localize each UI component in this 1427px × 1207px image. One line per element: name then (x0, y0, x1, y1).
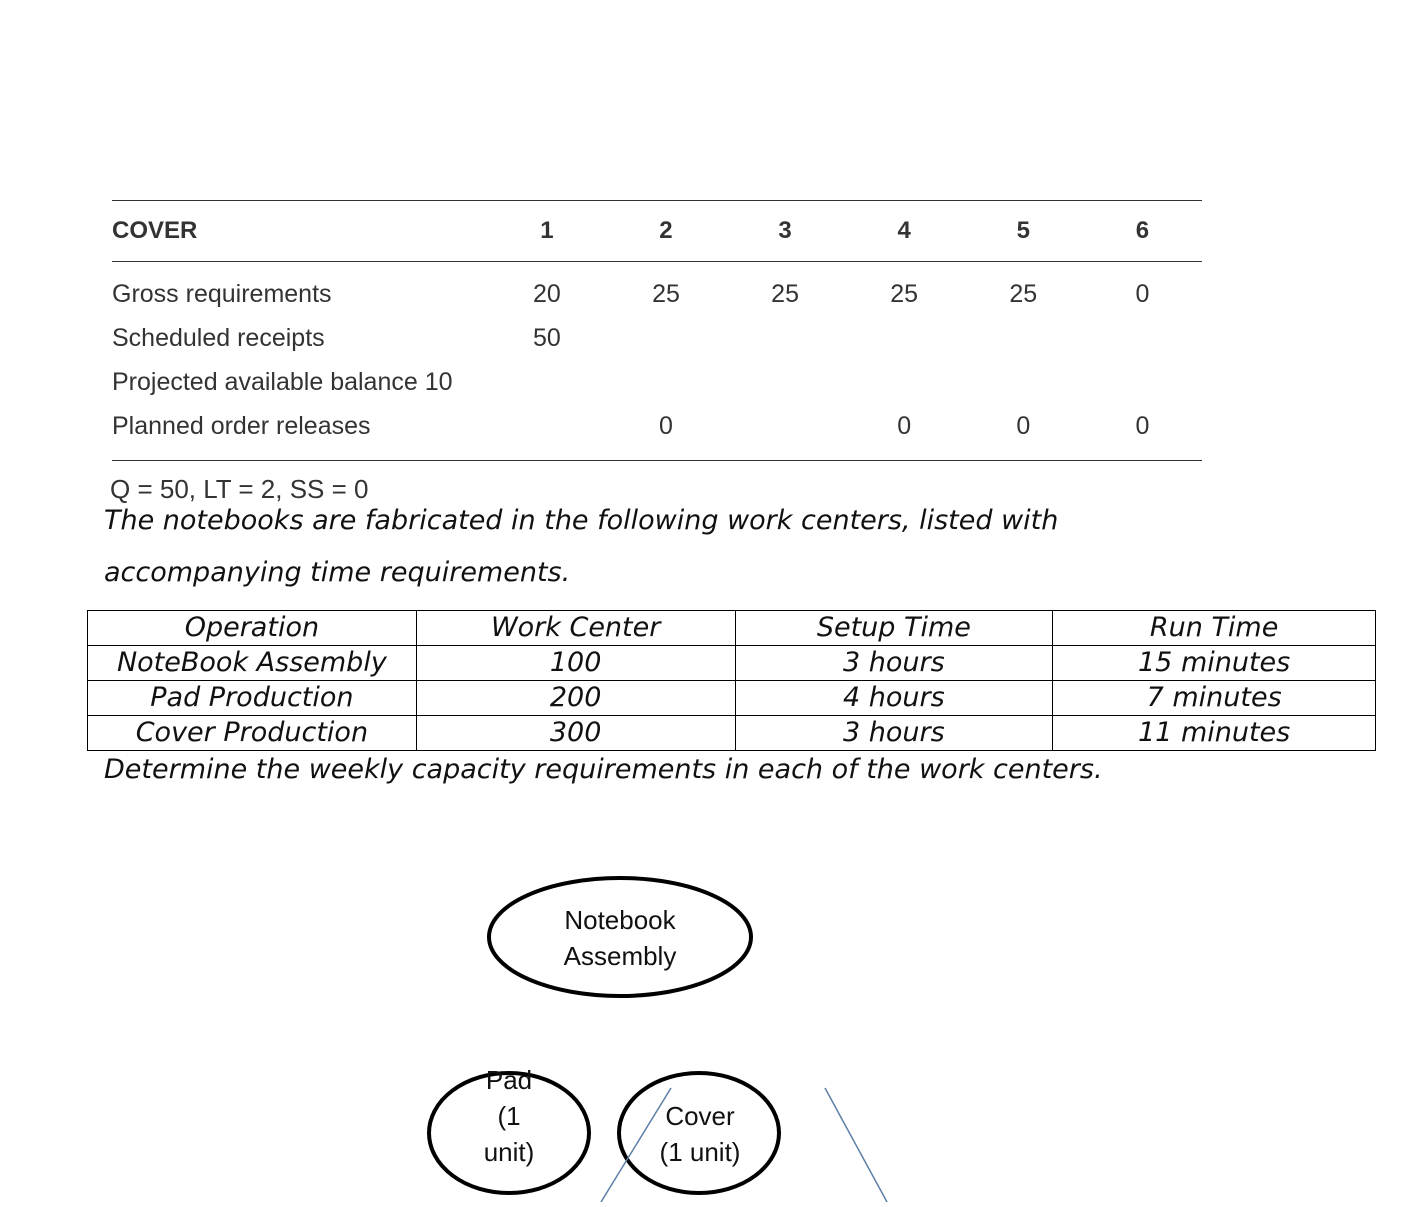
connector-line-right (825, 1088, 887, 1202)
wc-cell: NoteBook Assembly (88, 646, 417, 681)
mrp-cell (964, 316, 1083, 360)
pad-label-line3: unit) (483, 1137, 535, 1167)
mrp-row-label: Scheduled receipts (112, 323, 325, 352)
mrp-cell (1083, 316, 1202, 360)
mrp-cell: 25 (890, 279, 919, 308)
table-row (88, 716, 1376, 751)
mrp-cell (487, 404, 606, 461)
mrp-header-period: 5 (1016, 217, 1030, 244)
wc-cell: 7 minutes (1053, 681, 1376, 716)
mrp-cell (845, 360, 964, 404)
mrp-row-label: Projected available balance 10 (112, 367, 453, 396)
table-row (88, 681, 1376, 716)
mrp-cell (726, 404, 845, 461)
mrp-header-item: COVER (112, 217, 198, 244)
mrp-cell: 0 (1135, 279, 1150, 308)
mrp-cell: 0 (897, 411, 912, 440)
mrp-row-gross-requirements (112, 262, 1202, 317)
work-center-table (87, 610, 1376, 751)
wc-header-operation: Operation (88, 611, 417, 646)
wc-cell: 100 (416, 646, 735, 681)
mrp-cell (964, 360, 1083, 404)
wc-cell: 200 (416, 681, 735, 716)
pad-label-line1: Pad (485, 1065, 533, 1095)
mrp-cell (606, 316, 725, 360)
pad-label (449, 1062, 569, 1170)
intro-text-line2: accompanying time requirements. (104, 557, 571, 588)
table-row (88, 646, 1376, 681)
notebook-label-line2: Assembly (563, 941, 677, 971)
cover-label (630, 1098, 770, 1170)
mrp-cover-table (112, 200, 1202, 461)
intro-text-line1: The notebooks are fabricated in the following work centers, listed with (104, 505, 1059, 536)
mrp-row-projected-balance (112, 360, 1202, 404)
wc-cell: 3 hours (735, 716, 1053, 751)
mrp-header-period: 4 (897, 217, 911, 244)
mrp-row-label: Gross requirements (112, 279, 332, 308)
mrp-cell: 25 (771, 279, 799, 308)
wc-cell: 4 hours (735, 681, 1053, 716)
notebook-label-line1: Notebook (564, 905, 676, 935)
mrp-header-row (112, 201, 1202, 262)
cover-label-line2: (1 unit) (659, 1137, 741, 1167)
product-structure-diagram (0, 860, 1427, 1202)
cover-label-line1: Cover (665, 1101, 735, 1131)
wc-cell: Pad Production (88, 681, 417, 716)
mrp-cell (487, 360, 606, 404)
mrp-parameters: Q = 50, LT = 2, SS = 0 (110, 474, 369, 504)
wc-cell: Cover Production (88, 716, 417, 751)
mrp-cell (1083, 360, 1202, 404)
mrp-header-period: 1 (540, 217, 554, 244)
mrp-row-label: Planned order releases (112, 411, 371, 440)
question-text: Determine the weekly capacity requirements in each of the work centers. (104, 754, 1103, 785)
mrp-header-period: 6 (1135, 217, 1150, 244)
mrp-cell: 50 (532, 323, 561, 352)
mrp-cell: 25 (652, 279, 680, 308)
mrp-cell (845, 316, 964, 360)
wc-header-row (88, 611, 1376, 646)
mrp-cell (726, 316, 845, 360)
wc-header-run-time: Run Time (1053, 611, 1376, 646)
mrp-cell: 0 (1135, 411, 1150, 440)
mrp-cell: 20 (532, 279, 561, 308)
mrp-cell (726, 360, 845, 404)
mrp-cell: 0 (659, 411, 673, 440)
pad-label-line2: (1 (497, 1101, 521, 1131)
wc-header-work-center: Work Center (416, 611, 735, 646)
wc-cell: 3 hours (735, 646, 1053, 681)
mrp-row-planned-order-releases (112, 404, 1202, 461)
mrp-cell: 0 (1016, 411, 1031, 440)
wc-cell: 300 (416, 716, 735, 751)
mrp-header-period: 3 (778, 217, 792, 244)
mrp-cell (606, 360, 725, 404)
mrp-row-scheduled-receipts (112, 316, 1202, 360)
mrp-header-period: 2 (659, 217, 673, 244)
wc-cell: 15 minutes (1053, 646, 1376, 681)
notebook-assembly-label (530, 902, 710, 974)
wc-cell: 11 minutes (1053, 716, 1376, 751)
mrp-cell: 25 (1009, 279, 1038, 308)
wc-header-setup-time: Setup Time (735, 611, 1053, 646)
